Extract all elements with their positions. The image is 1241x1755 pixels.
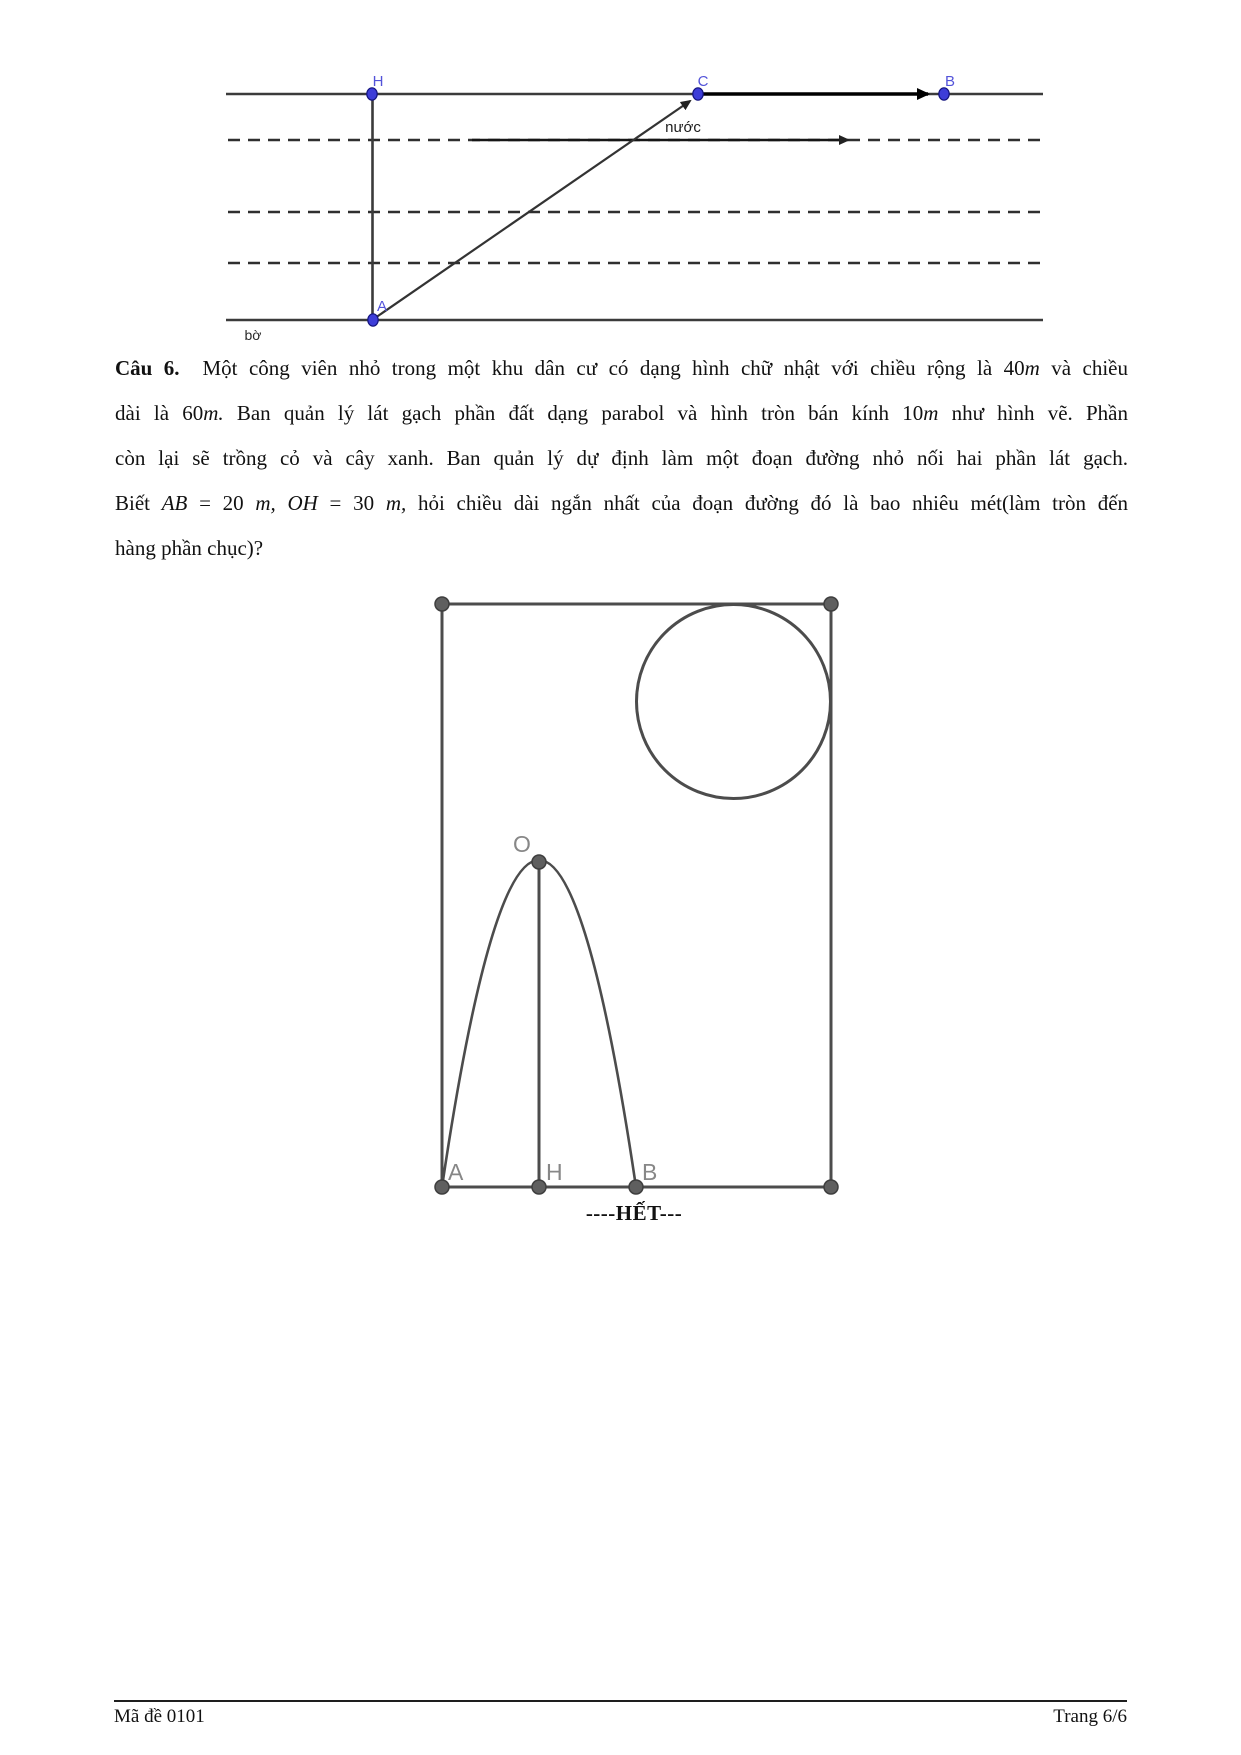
question-6-paragraph	[115, 346, 1128, 571]
water-label: nước	[665, 119, 701, 136]
river-diagram	[0, 0, 1241, 352]
question-line-4: Biết AB = 20 m, OH = 30 m, hỏi chiều dài ngắn nhất của đoạn đường đó là bao nhiêu mét(làm tròn đến	[115, 491, 1128, 515]
point-label-a: A	[448, 1159, 464, 1185]
point-dot-h	[532, 1180, 546, 1194]
question-line-1: Câu 6. Một công viên nhỏ trong một khu dân cư có dạng hình chữ nhật với chiều rộng là 40m và chiều	[115, 356, 1128, 380]
footer-exam-code: Mã đề 0101	[114, 1706, 205, 1727]
point-label-b: B	[642, 1159, 658, 1185]
point-dot-a	[368, 314, 378, 326]
footer-divider	[114, 1700, 1127, 1702]
point-label-h: H	[372, 73, 384, 90]
point-label-o: O	[513, 831, 531, 857]
park-figure	[0, 560, 1241, 1240]
point-dot-b	[629, 1180, 643, 1194]
point-label-c: C	[697, 73, 709, 90]
swim-path-arrow-a-to-c	[375, 101, 690, 318]
point-dot-o	[532, 855, 546, 869]
corner-dot-top-right	[824, 597, 838, 611]
question-line-2: dài là 60m. Ban quản lý lát gạch phần đất dạng parabol và hình tròn bán kính 10m như hình vẽ. Phần	[115, 401, 1128, 425]
shore-label: bờ	[244, 327, 262, 343]
point-label-h: H	[546, 1159, 563, 1185]
tiled-circle	[637, 605, 831, 799]
end-of-exam-marker: ----HẾT---	[585, 1201, 683, 1225]
point-label-b: B	[944, 73, 956, 90]
point-label-a: A	[376, 298, 388, 315]
point-dot-a	[435, 1180, 449, 1194]
corner-dot-bottom-right	[824, 1180, 838, 1194]
corner-dot-top-left	[435, 597, 449, 611]
question-line-3: còn lại sẽ trồng cỏ và cây xanh. Ban quản lý dự định làm một đoạn đường nhỏ nối hai phần lát gạch.	[115, 446, 1128, 470]
question-line-5: hàng phần chục)?	[115, 536, 264, 560]
footer-page-number: Trang 6/6	[1053, 1706, 1127, 1727]
